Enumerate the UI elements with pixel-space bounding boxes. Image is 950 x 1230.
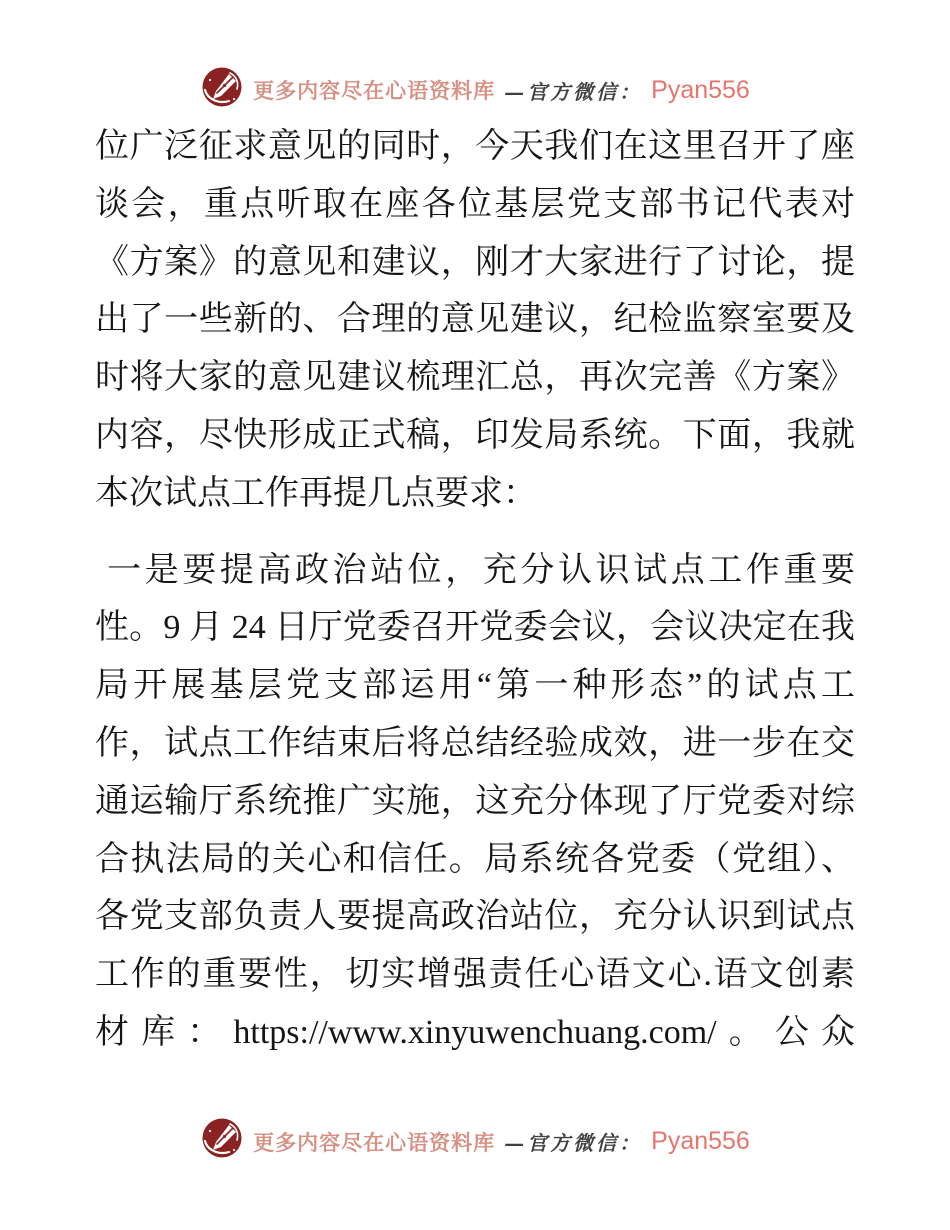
text-line: 本次试点工作再提几点要求： [95,474,537,512]
text-line: 材库：https://www.xinyuwenchuang.com/。公众 [95,1013,855,1051]
text-line: 性。9 月 24 日厅党委召开党委会议，会议决定在我 [95,609,855,647]
footer-brand [0,1062,950,1170]
text-line: 《方案》的意见和建议，刚才大家进行了讨论，提 [95,243,855,281]
text-line: 位广泛征求意见的同时，今天我们在这里召开了座 [95,128,855,165]
paragraph [95,542,855,1062]
brand-text: 更多内容尽在心语资料库 [253,79,496,103]
text-line: 出了一些新的、合理的意见建议，纪检监察室要及 [95,301,855,339]
text-line: 一是要提高政治站位，充分认识试点工作重要 [95,551,856,589]
pen-logo-icon [200,1117,244,1166]
header-brand [0,0,950,118]
text-line: 合执法局的关心和信任。局系统各党委（党组）、 [95,840,855,878]
wechat-label: —官方微信： [504,1131,643,1156]
text-line: 通运输厅系统推广实施，这充分体现了厅党委对综 [95,782,855,820]
text-line: 局开展基层党支部运用“第一种形态”的试点工 [95,667,855,705]
wechat-id: Pyan556 [651,75,750,104]
text-line: 内容，尽快形成正式稿，印发局系统。下面，我就 [95,416,855,454]
paragraph [95,118,855,523]
text-line: 工作的重要性，切实增强责任心语文心.语文创素 [95,956,855,994]
brand-text: 更多内容尽在心语资料库 [253,1130,496,1155]
wechat-label: —官方微信： [504,79,643,104]
text-line: 谈会，重点听取在座各位基层党支部书记代表对 [95,185,855,223]
document-body [95,118,855,1062]
text-line: 作，试点工作结束后将总结经验成效，进一步在交 [95,724,855,762]
text-line: 时将大家的意见建议梳理汇总，再次完善《方案》 [95,359,855,397]
pen-logo-icon [200,66,244,115]
text-line: 各党支部负责人要提高政治站位，充分认识到试点 [95,898,855,936]
wechat-id: Pyan556 [651,1127,750,1156]
